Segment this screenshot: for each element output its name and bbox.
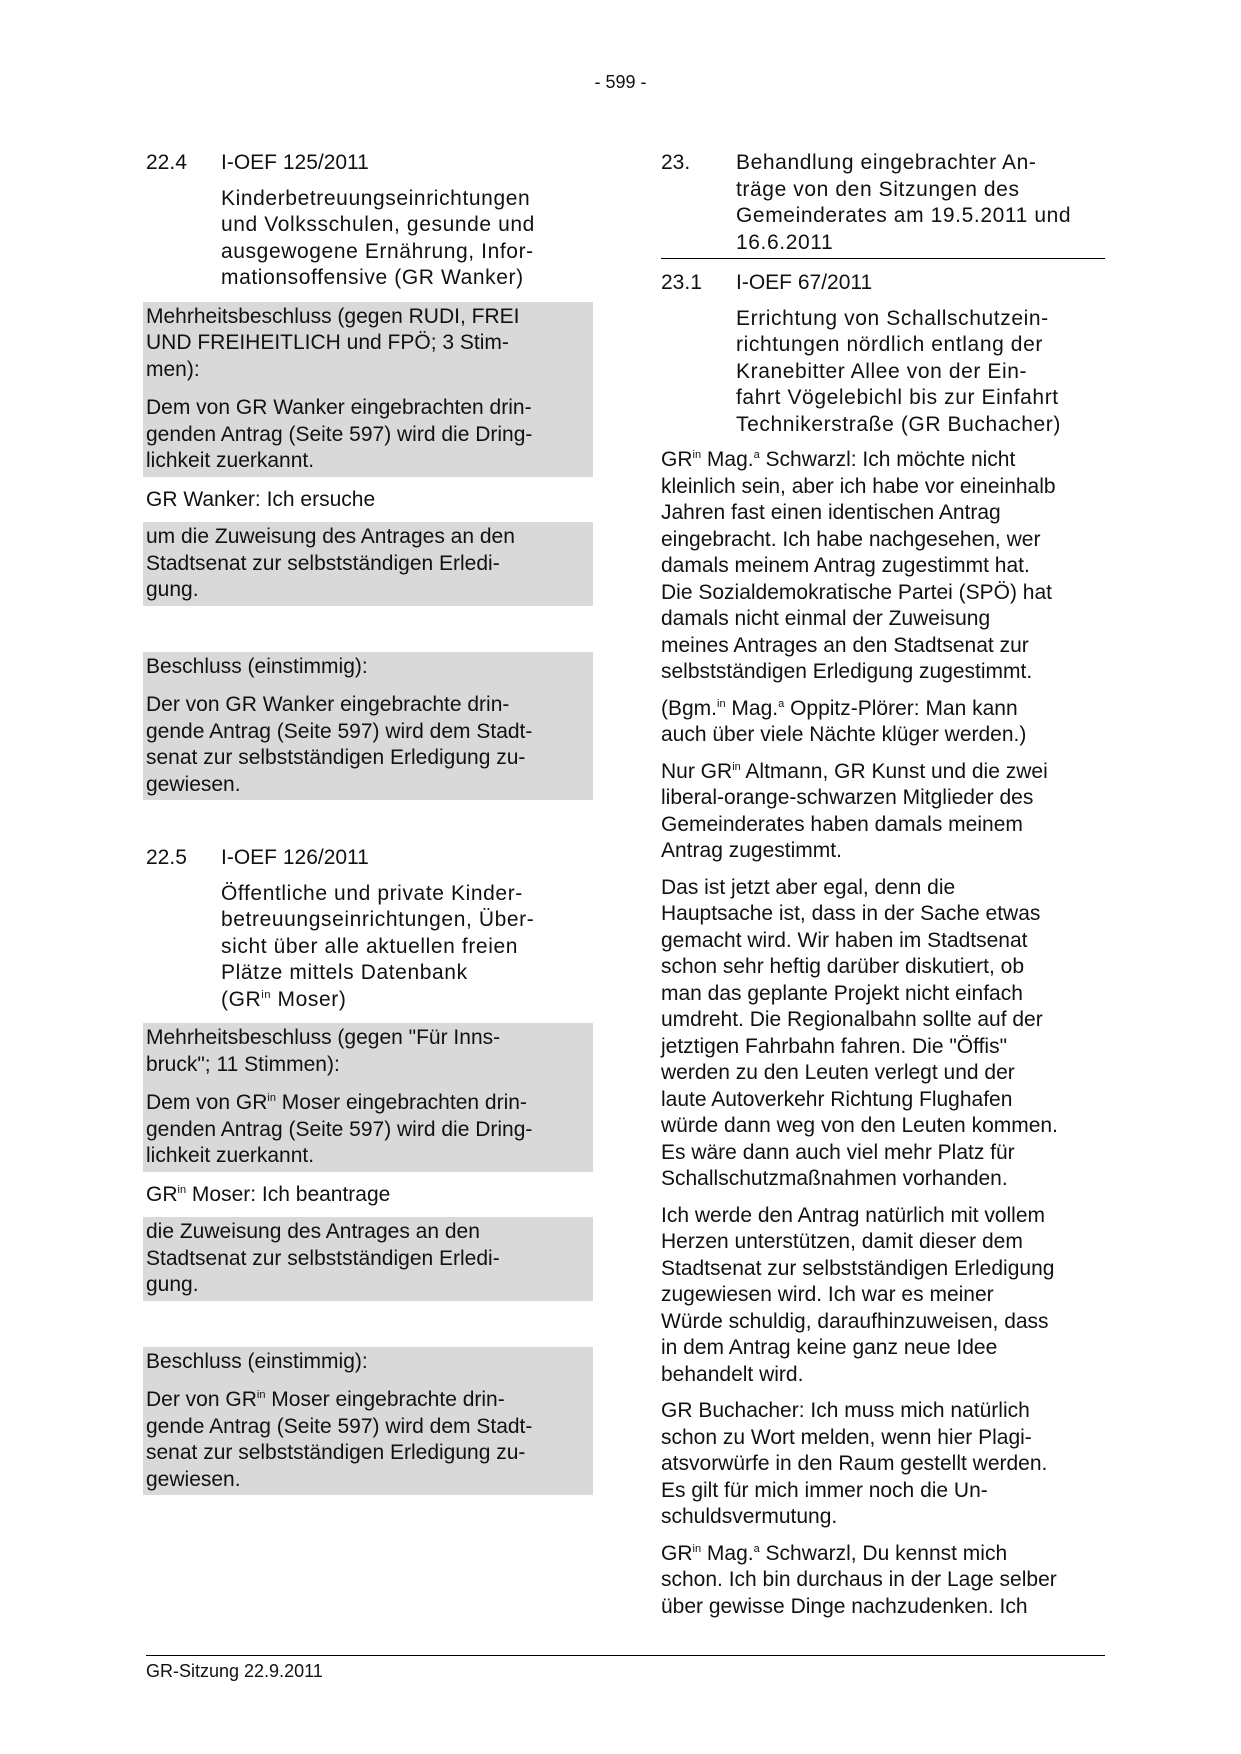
text-line: (Bgm.$^{in}$ Mag.$^a$ Oppitz-Plörer: Man kann: [661, 696, 1018, 720]
request-box: [143, 1217, 593, 1301]
decision-text: [146, 1387, 590, 1493]
text-line: gewiesen.: [146, 772, 241, 796]
right-column: [661, 150, 1105, 1620]
request-box: [143, 522, 593, 606]
title-line: ausgewogene Ernährung, Infor-: [221, 239, 534, 263]
text-line: Es wäre dann auch viel mehr Platz für: [661, 1140, 1015, 1164]
vote-text: [146, 395, 590, 475]
section-22-5-title: [146, 881, 590, 1014]
paragraph: [661, 447, 1105, 686]
text-line: Stadtsenat zur selbstständigen Erledigung: [661, 1256, 1055, 1280]
text-line: senat zur selbstständigen Erledigung zu-: [146, 1441, 526, 1464]
text-line: jetztigen Fahrbahn fahren. Die "Öffis": [661, 1034, 1008, 1058]
title-line: richtungen nördlich entlang der: [736, 333, 1043, 356]
title-line: träge von den Sitzungen des: [736, 177, 1020, 201]
decision-box: [143, 652, 593, 801]
text-line: Mehrheitsbeschluss (gegen RUDI, FREI: [146, 304, 520, 328]
title-line: mationsoffensive (GR Wanker): [221, 266, 524, 289]
section-title: [736, 150, 1071, 256]
section-number: 22.5: [146, 846, 187, 869]
vote-heading: [146, 304, 590, 384]
text-line: Der von GR Wanker eingebrachte drin-: [146, 693, 510, 716]
section-code: I-OEF 125/2011: [221, 151, 369, 174]
text-line: behandelt wird.: [661, 1362, 804, 1386]
text-line: senat zur selbstständigen Erledigung zu-: [146, 746, 526, 769]
title-line: betreuungseinrichtungen, Über-: [221, 908, 535, 931]
text-line: Beschluss (einstimmig):: [146, 654, 368, 678]
title-line: Kinderbetreuungseinrichtungen: [221, 186, 531, 210]
text-line: Das ist jetzt aber egal, denn die: [661, 875, 956, 899]
paragraph: [661, 1541, 1105, 1621]
text-line: um die Zuweisung des Antrages an den: [146, 525, 515, 548]
text-line: lichkeit zuerkannt.: [146, 1144, 315, 1167]
text-line: atsvorwürfe in den Raum gestellt werden.: [661, 1452, 1048, 1475]
majority-vote-box: [143, 302, 593, 477]
title-line: Plätze mittels Datenbank: [221, 961, 468, 984]
text-line: Dem von $GR^{in}$ Moser eingebrachten drin-: [146, 1091, 527, 1114]
text-line: gende Antrag (Seite 597) wird dem Stadt-: [146, 1414, 533, 1438]
text-line: GR Buchacher: Ich muss mich natürlich: [661, 1399, 1030, 1422]
decision-heading: [146, 654, 590, 681]
section-number: 23.: [661, 151, 691, 174]
text-line: lichkeit zuerkannt.: [146, 449, 315, 472]
section-code: I-OEF 67/2011: [736, 271, 873, 294]
text-line: damals meinem Antrag zugestimmt hat.: [661, 554, 1030, 577]
text-line: genden Antrag (Seite 597) wird die Dring-: [146, 422, 533, 446]
paragraph: [661, 759, 1105, 865]
text-line: Beschluss (einstimmig):: [146, 1349, 368, 1373]
title-line: Kranebitter Allee von der Ein-: [736, 359, 1028, 383]
text-line: liberal-orange-schwarzen Mitglieder des: [661, 786, 1034, 809]
text-line: UND FREIHEITLICH und FPÖ; 3 Stim-: [146, 331, 509, 354]
section-divider: [661, 258, 1105, 259]
vote-text: [146, 1090, 590, 1170]
text-line: gung.: [146, 1273, 199, 1296]
decision-box: [143, 1347, 593, 1496]
section-23-heading: [661, 150, 1105, 256]
paragraph: [661, 1398, 1105, 1531]
text-line: meines Antrages an den Stadtsenat zur: [661, 633, 1029, 657]
speaker-line: GR Wanker: Ich ersuche: [146, 487, 376, 511]
left-column: [146, 150, 590, 1495]
text-line: Es gilt für mich immer noch die Un-: [661, 1478, 988, 1502]
text-line: Dem von GR Wanker eingebrachten drin-: [146, 396, 532, 419]
text-line: Schallschutzmaßnahmen vorhanden.: [661, 1167, 1008, 1190]
page-number: - 599 -: [594, 72, 647, 92]
text-line: genden Antrag (Seite 597) wird die Dring-: [146, 1117, 533, 1141]
text-line: kleinlich sein, aber ich habe vor eineinhalb: [661, 474, 1056, 498]
speaker-line: $GR^{in}$ Moser: Ich beantrage: [146, 1182, 391, 1206]
title-line: und Volksschulen, gesunde und: [221, 213, 535, 236]
text-line: Nur $GR^{in}$ Altmann, GR Kunst und die zwei: [661, 759, 1048, 783]
text-line: zugewiesen wird. Ich war es meiner: [661, 1283, 994, 1306]
title-line: sicht über alle aktuellen freien: [221, 934, 519, 958]
text-line: würde dann weg von den Leuten kommen.: [661, 1114, 1058, 1137]
title-line: Errichtung von Schallschutzein-: [736, 306, 1049, 330]
paragraph: [661, 875, 1105, 1193]
title-line: Technikerstraße (GR Buchacher): [736, 412, 1061, 436]
text-line: auch über viele Nächte klüger werden.): [661, 723, 1027, 746]
footer-text: GR-Sitzung 22.9.2011: [146, 1661, 323, 1681]
decision-heading: [146, 1349, 590, 1376]
text-line: schon zu Wort melden, wenn hier Plagi-: [661, 1425, 1032, 1449]
title-line: 16.6.2011: [736, 230, 834, 254]
majority-vote-box: [143, 1023, 593, 1172]
section-22-4-title: [146, 186, 590, 292]
text-line: werden zu den Leuten verlegt und der: [661, 1061, 1015, 1084]
text-line: schon. Ich bin durchaus in der Lage selber: [661, 1568, 1057, 1591]
text-line: gemacht wird. Wir haben im Stadtsenat: [661, 928, 1028, 952]
text-line: in dem Antrag keine ganz neue Idee: [661, 1336, 998, 1359]
text-line: damals nicht einmal der Zuweisung: [661, 607, 991, 630]
text-line: Gemeinderates haben damals meinem: [661, 812, 1023, 836]
text-line: laute Autoverkehr Richtung Flughafen: [661, 1087, 1013, 1111]
text-line: Stadtsenat zur selbstständigen Erledi-: [146, 551, 500, 575]
text-line: gende Antrag (Seite 597) wird dem Stadt-: [146, 719, 533, 743]
section-number: 22.4: [146, 151, 187, 174]
title-line: Behandlung eingebrachter An-: [736, 151, 1037, 174]
title-line: Gemeinderates am 19.5.2011 und: [736, 204, 1072, 227]
text-line: Antrag zugestimmt.: [661, 839, 842, 862]
text-line: selbstständigen Erledigung zugestimmt.: [661, 660, 1033, 683]
section-22-5-heading: [146, 845, 590, 872]
text-line: Herzen unterstützen, damit dieser dem: [661, 1230, 1023, 1253]
text-line: man das geplante Projekt nicht einfach: [661, 981, 1023, 1005]
text-line: men):: [146, 357, 200, 381]
text-line: gung.: [146, 578, 199, 601]
text-line: $GR^{in}$ Mag.$^a$ Schwarzl, Du kennst mich: [661, 1541, 1008, 1565]
text-line: schon sehr heftig darüber diskutiert, ob: [661, 955, 1025, 978]
text-line: bruck"; 11 Stimmen):: [146, 1052, 340, 1076]
vote-heading: [146, 1025, 590, 1078]
text-line: eingebracht. Ich habe nachgesehen, wer: [661, 527, 1041, 551]
text-line: gewiesen.: [146, 1467, 241, 1491]
text-line: Die Sozialdemokratische Partei (SPÖ) hat: [661, 580, 1052, 604]
section-number: 23.1: [661, 271, 702, 294]
paragraph: [661, 696, 1105, 749]
paragraph: [661, 1203, 1105, 1389]
text-line: schuldsvermutung.: [661, 1505, 838, 1528]
text-line: $GR^{in}$ Mag.$^a$ Schwarzl: Ich möchte nicht: [661, 448, 1016, 471]
text-line: die Zuweisung des Antrages an den: [146, 1220, 480, 1243]
text-line: Hauptsache ist, dass in der Sache etwas: [661, 902, 1041, 925]
decision-text: [146, 692, 590, 798]
section-23-1-heading: [661, 270, 1105, 297]
title-line: Öffentliche und private Kinder-: [221, 881, 523, 905]
section-23-1-title: [661, 306, 1105, 439]
text-line: Würde schuldig, daraufhinzuweisen, dass: [661, 1309, 1049, 1333]
title-line: ($GR^{in}$ Moser): [221, 987, 347, 1011]
text-line: Ich werde den Antrag natürlich mit vollem: [661, 1203, 1046, 1227]
text-line: Der von $GR^{in}$ Moser eingebrachte drin-: [146, 1388, 505, 1411]
section-code: I-OEF 126/2011: [221, 846, 369, 869]
footer-divider: [146, 1655, 1105, 1656]
text-line: Mehrheitsbeschluss (gegen "Für Inns-: [146, 1026, 501, 1049]
text-line: Jahren fast einen identischen Antrag: [661, 501, 1001, 524]
text-line: umdreht. Die Regionalbahn sollte auf der: [661, 1008, 1043, 1031]
text-line: über gewisse Dinge nachzudenken. Ich: [661, 1594, 1028, 1618]
section-22-4-heading: [146, 150, 590, 177]
text-line: Stadtsenat zur selbstständigen Erledi-: [146, 1246, 500, 1270]
title-line: fahrt Vögelebichl bis zur Einfahrt: [736, 386, 1059, 409]
